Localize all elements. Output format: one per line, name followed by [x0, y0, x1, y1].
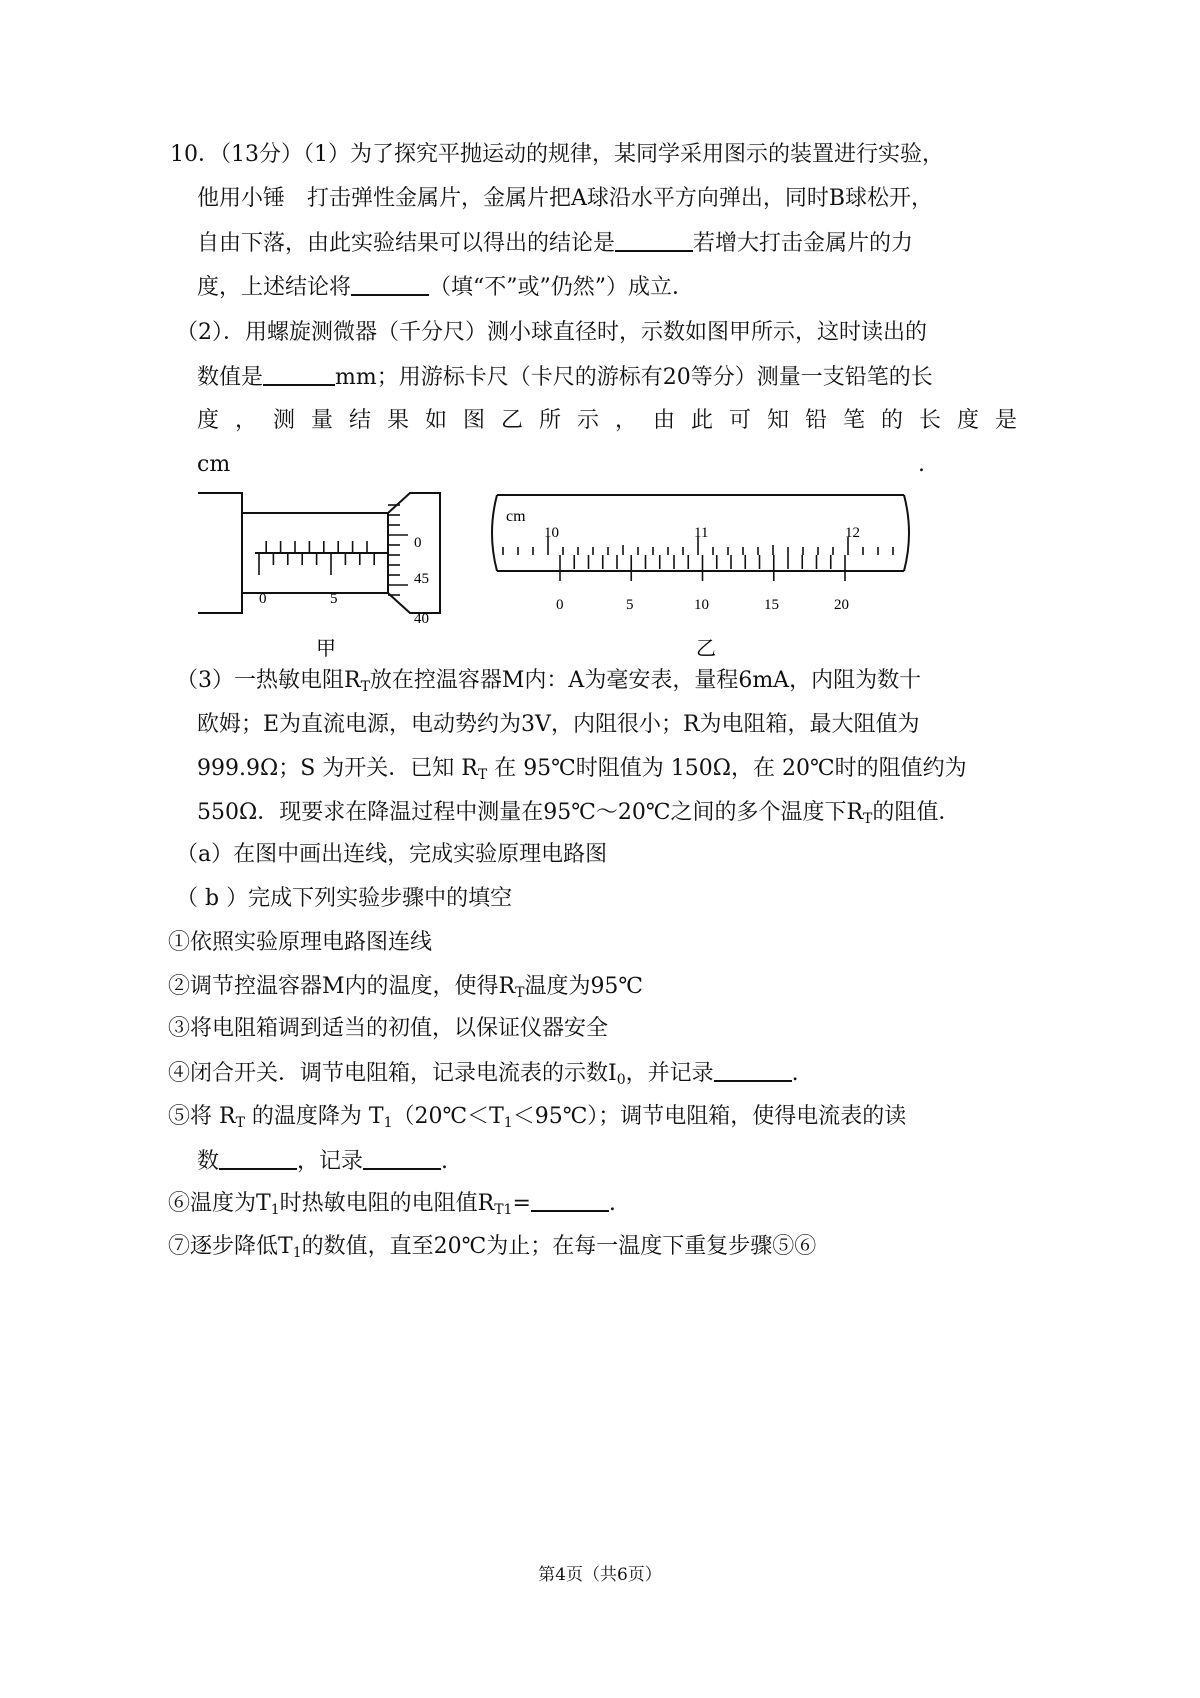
step-5-d: ＜95℃）；调节电阻箱，使得电流表的读: [512, 1104, 907, 1129]
part2-line4b: .: [918, 452, 925, 477]
figure-caption-jia: 甲: [316, 638, 336, 660]
part3-line4-sub: T: [863, 811, 873, 827]
step-4-c: .: [791, 1061, 799, 1086]
step-5-sub2: 1: [383, 1115, 393, 1131]
part3-item-a: （a）在图中画出连线，完成实验原理电路图: [176, 842, 608, 867]
step-2-b: 温度为95℃: [524, 974, 644, 999]
step-5-e: 数: [197, 1149, 220, 1174]
thimble-label-40: 40: [414, 611, 429, 627]
step-7-a: ⑦逐步降低T: [168, 1234, 293, 1259]
vernier-label-10: 10: [694, 597, 709, 613]
part3-line3-b: 在 95℃时阻值为 150Ω，在 20℃时的阻值约为: [487, 756, 967, 781]
step-6-d: .: [608, 1191, 616, 1216]
step-5-sub3: 1: [503, 1115, 513, 1131]
part3-line4: [197, 798, 960, 828]
step-3: ③将电阻箱调到适当的初值，以保证仪器安全: [168, 1016, 609, 1041]
step-6-a: ⑥温度为T: [168, 1191, 271, 1216]
step-5: [168, 1102, 906, 1132]
step-6-b: 时热敏电阻的电阻值R: [279, 1191, 495, 1216]
caliper-right-break: [904, 495, 909, 571]
caliper-main-label-12: 12: [845, 525, 860, 541]
part3-line3-a: 999.9Ω；S 为开关．已知 R: [197, 756, 478, 781]
q10-line4: [197, 272, 694, 303]
q10-line3: [197, 228, 913, 259]
q10-line2: 他用小锤 打击弹性金属片，金属片把A球沿水平方向弹出，同时B球松开，: [197, 186, 934, 211]
answer-blank: [615, 228, 693, 252]
step-5-b: 的温度降为 T: [244, 1104, 384, 1129]
part2-line4a: cm: [197, 452, 231, 477]
part3-line4-a: 550Ω．现要求在降温过程中测量在95℃～20℃之间的多个温度下R: [197, 800, 864, 825]
q10-line4-text: 度，上述结论将: [197, 275, 352, 300]
caliper-unit-label: cm: [506, 508, 526, 525]
step-5-sub1: T: [235, 1115, 245, 1131]
caliper-main-label-10: 10: [544, 525, 559, 541]
answer-blank: [351, 272, 429, 296]
step-1: ①依照实验原理电路图连线: [168, 930, 433, 955]
answer-blank: [263, 362, 335, 386]
part3-line2: 欧姆；E为直流电源，电动势约为3V，内阻很小；R为电阻箱，最大阻值为: [197, 712, 920, 737]
micrometer-frame: [198, 493, 242, 613]
step-6: [168, 1188, 616, 1219]
caliper-main-label-11: 11: [694, 525, 709, 541]
step-6-sub1: 1: [270, 1202, 280, 1218]
vernier-label-20: 20: [834, 597, 849, 613]
page-footer: 第4页（共6页）: [538, 1565, 662, 1585]
figure-caption-yi: 乙: [696, 638, 716, 660]
step-4-sub: 0: [616, 1072, 626, 1088]
micrometer-label-0: 0: [259, 591, 267, 607]
q10-line3-text-b: 若增大打击金属片的力: [693, 231, 914, 256]
step-2-sub: T: [515, 985, 525, 1001]
vernier-label-0: 0: [556, 597, 564, 613]
step-5-a: ⑤将 R: [168, 1104, 236, 1129]
step-4: [168, 1058, 799, 1089]
measurement-figures: [0, 485, 1200, 665]
micrometer-label-5: 5: [330, 591, 338, 607]
vernier-label-15: 15: [764, 597, 779, 613]
part2-line3: 度，测量结果如图乙所示，由此可知铅笔的长度是: [197, 408, 1034, 433]
step-7: [168, 1232, 816, 1262]
step-5-cont: [197, 1146, 448, 1177]
step-4-b: ，并记录: [625, 1061, 714, 1086]
step-7-sub: 1: [292, 1245, 302, 1261]
part3-line3-sub: T: [477, 767, 488, 783]
q10-line1: 10．（13分）（1）为了探究平抛运动的规律，某同学采用图示的装置进行实验，: [170, 142, 944, 167]
step-7-b: 的数值，直至20℃为止；在每一温度下重复步骤⑤⑥: [301, 1234, 817, 1259]
step-2-a: ②调节控温容器M内的温度，使得R: [168, 974, 516, 999]
part3-line4-b: 的阻值．: [872, 800, 961, 825]
q10-line4-text-b: （填“不”或”仍然”）成立．: [429, 275, 695, 300]
micrometer-figure: [198, 493, 440, 613]
vernier-label-5: 5: [626, 597, 634, 613]
part2-line2-text: 数值是: [197, 365, 264, 390]
answer-blank: [363, 1146, 441, 1170]
thimble-label-0: 0: [414, 535, 422, 551]
part3-line1-a: （3）一热敏电阻R: [176, 668, 361, 693]
step-6-c: =: [512, 1191, 531, 1216]
step-2: [168, 972, 643, 1002]
caliper-left-break: [492, 495, 497, 571]
part3-line1: [176, 666, 921, 696]
answer-blank: [219, 1146, 297, 1170]
step-5-g: .: [441, 1149, 449, 1174]
part2-line2-text-b: mm；用游标卡尺（卡尺的游标有20等分）测量一支铅笔的长: [335, 365, 933, 390]
thimble-label-45: 45: [414, 571, 429, 587]
step-5-f: ，记录: [297, 1149, 364, 1174]
answer-blank: [714, 1058, 792, 1082]
part3-line3: [197, 754, 967, 784]
q10-line3-text: 自由下落，由此实验结果可以得出的结论是: [197, 231, 616, 256]
answer-blank: [531, 1188, 609, 1212]
part2-line1: （2）．用螺旋测微器（千分尺）测小球直径时，示数如图甲所示，这时读出的: [176, 320, 927, 345]
part2-line2: [197, 362, 933, 393]
part3-item-b: （ b ）完成下列实验步骤中的填空: [176, 886, 513, 911]
part3-line1-sub: T: [360, 679, 370, 695]
step-6-sub2: T1: [494, 1202, 513, 1218]
part3-line1-b: 放在控温容器M内：A为毫安表，量程6mA，内阻为数十: [369, 668, 922, 693]
step-4-a: ④闭合开关．调节电阻箱，记录电流表的示数I: [168, 1061, 617, 1086]
step-5-c: （20℃＜T: [392, 1104, 504, 1129]
